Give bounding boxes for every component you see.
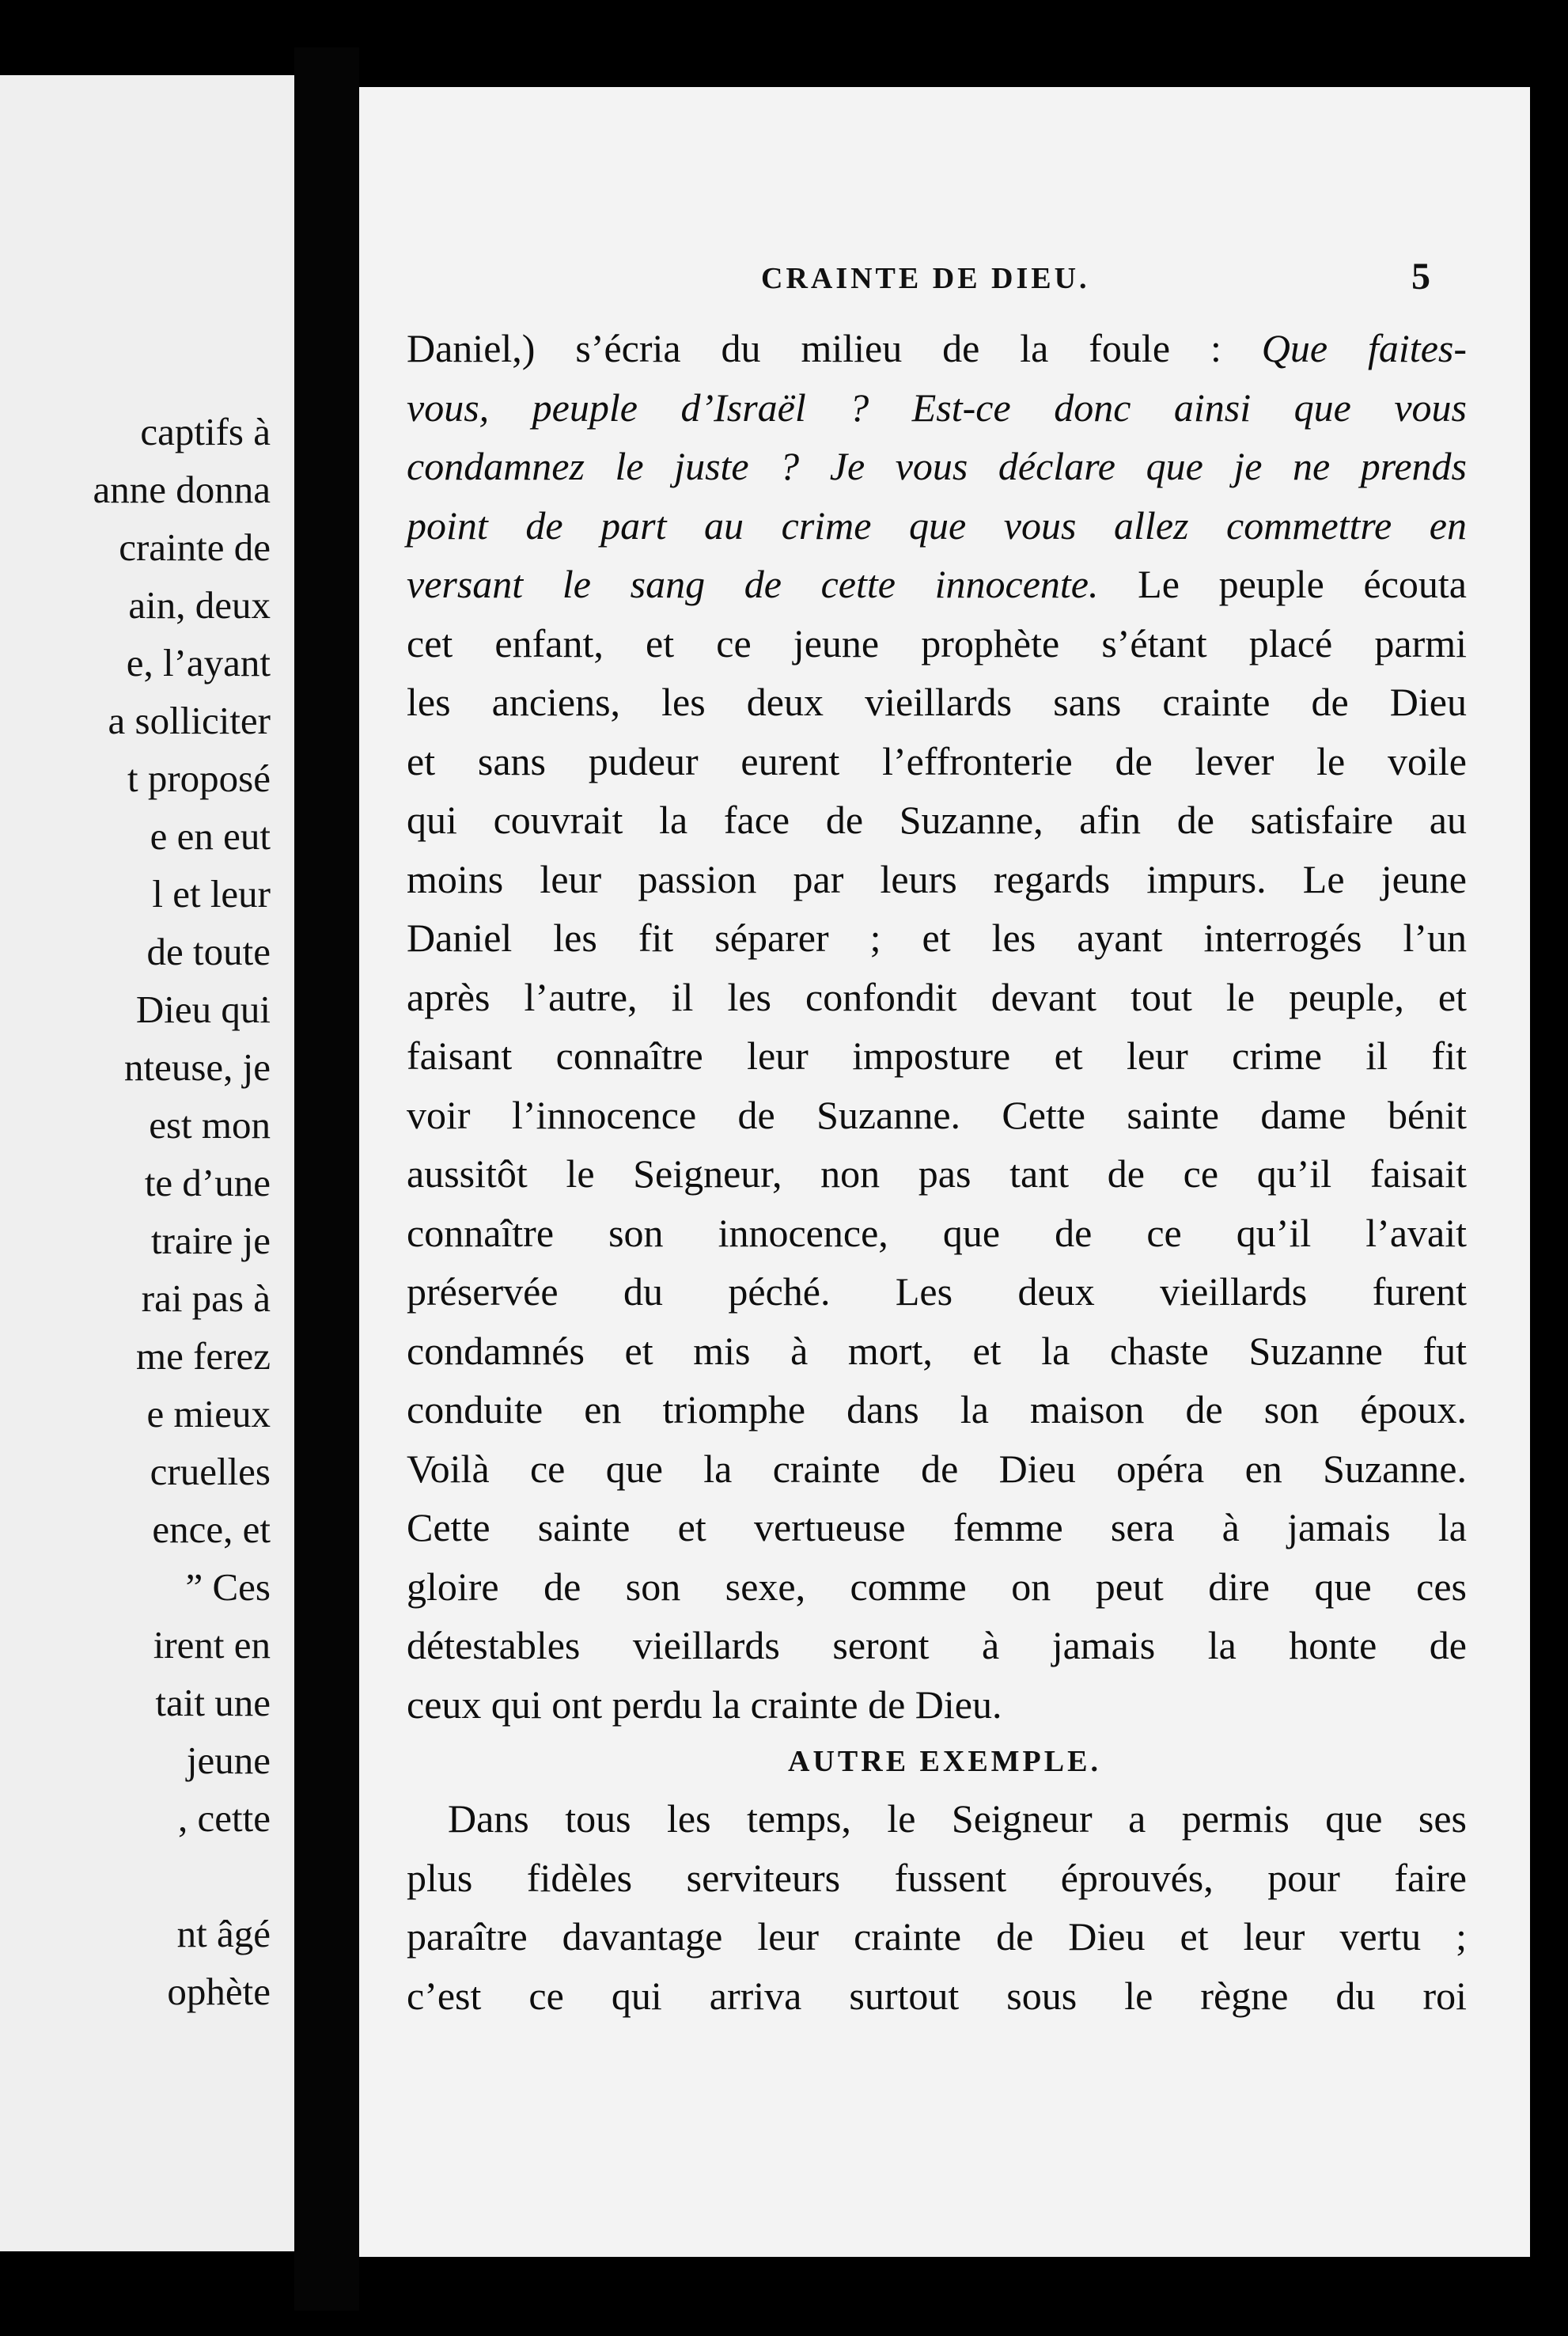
roman-text: Daniel les fit séparer ; et les ayant interrogés l’un (407, 916, 1467, 960)
roman-text: connaître son innocence, que de ce qu’il l’avait (407, 1210, 1467, 1255)
roman-text: moins leur passion par leurs regards impurs. Le jeune (407, 856, 1467, 901)
left-fragment-line: t proposé (127, 757, 271, 800)
text-line (407, 796, 1467, 844)
left-fragment-line: cruelles (150, 1450, 271, 1493)
italic-text: Que faites- (1261, 326, 1467, 370)
left-fragment-line: Dieu qui (135, 988, 271, 1031)
left-fragment-line: anne donna (93, 468, 271, 511)
left-fragment-line: captifs à (140, 410, 271, 453)
left-fragment-line: traire je (151, 1219, 271, 1262)
text-line: Dans tous les temps, le Seigneur a permis que ses (448, 1796, 1467, 1841)
text-line (407, 738, 1467, 785)
italic-text: condamnez le juste ? Je vous déclare que je ne prends (407, 444, 1467, 488)
roman-text: faisant connaître leur imposture et leur crime il fit (407, 1033, 1467, 1078)
text-line (407, 1327, 1467, 1375)
text-line (407, 1445, 1467, 1492)
left-fragment-line: jeune (186, 1739, 271, 1782)
left-page (0, 75, 294, 2251)
text-line (407, 442, 1467, 490)
left-fragment-line: crainte de (119, 525, 271, 569)
roman-text: et sans pudeur eurent l’effronterie de lever le voile (407, 738, 1467, 783)
text-line (407, 914, 1467, 961)
text-line (407, 1209, 1467, 1257)
left-fragment-line: ain, deux (128, 583, 271, 627)
left-fragment-line: rai pas à (141, 1276, 271, 1320)
roman-text: condamnés et mis à mort, et la chaste Suzanne fut (407, 1328, 1467, 1373)
text-line (407, 678, 1467, 726)
text-line: paraître davantage leur crainte de Dieu et leur vertu ; (407, 1914, 1467, 1959)
roman-text: après l’autre, il les confondit devant tout le peuple, et (407, 974, 1467, 1019)
left-fragment-line: e, l’ayant (126, 641, 271, 684)
left-fragment-line: ” Ces (185, 1565, 271, 1609)
left-fragment-line: a solliciter (108, 699, 271, 742)
italic-text: vous, peuple d’Israël ? Est-ce donc ainsi que vous (407, 385, 1467, 430)
roman-text: voir l’innocence de Suzanne. Cette sainte dame bénit (407, 1092, 1467, 1137)
roman-text: Daniel,) s’écria du milieu de la foule : (407, 326, 1262, 370)
roman-text: qui couvrait la face de Suzanne, afin de satisfaire au (407, 798, 1467, 842)
right-page (359, 87, 1530, 2257)
text-line (407, 560, 1467, 608)
left-fragment-line: , cette (178, 1796, 271, 1840)
roman-text: conduite en triomphe dans la maison de son époux. (407, 1387, 1467, 1432)
left-fragment-line: e en eut (150, 814, 271, 858)
roman-text: les anciens, les deux vieillards sans crainte de Dieu (407, 680, 1467, 724)
text-line: c’est ce qui arriva surtout sous le règne du roi (407, 1973, 1467, 2018)
text-line (407, 620, 1467, 667)
left-fragment-line: nteuse, je (123, 1045, 271, 1089)
left-fragment-line: ence, et (152, 1507, 271, 1551)
left-fragment-line: tait une (155, 1681, 271, 1724)
text-line (407, 1032, 1467, 1079)
roman-text: préservée du péché. Les deux vieillards furent (407, 1269, 1467, 1314)
italic-text: point de part au crime que vous allez commettre en (407, 502, 1467, 548)
left-fragment-line: de toute (146, 930, 271, 973)
left-fragment-line: l et leur (152, 872, 271, 916)
running-title: CRAINTE DE DIEU. (761, 262, 1090, 295)
roman-text: Voilà ce que la crainte de Dieu opéra en Suzanne. (407, 1446, 1467, 1491)
left-fragment-line: te d’une (144, 1161, 271, 1204)
left-fragment-line: irent en (153, 1623, 271, 1667)
text-line (407, 855, 1467, 903)
text-line (407, 384, 1467, 431)
roman-text: Cette sainte et vertueuse femme sera à jamais la (407, 1505, 1467, 1549)
roman-text: gloire de son sexe, comme on peut dire que ces (407, 1564, 1467, 1609)
page-number: 5 (1411, 256, 1430, 298)
left-fragment-line: ophète (167, 1970, 271, 2013)
text-line (407, 1504, 1467, 1551)
left-fragment-line: est mon (149, 1103, 271, 1147)
text-line (407, 1268, 1467, 1315)
subheading: AUTRE EXEMPLE. (788, 1745, 1101, 1778)
text-line (407, 1150, 1467, 1197)
text-line (407, 1681, 1467, 1728)
text-line (407, 324, 1467, 372)
left-fragment-line: nt âgé (176, 1912, 271, 1955)
page-header (359, 256, 1530, 309)
roman-text: détestables vieillards seront à jamais la honte de (407, 1623, 1467, 1667)
left-fragment-line: e mieux (146, 1392, 271, 1435)
text-line: plus fidèles serviteurs fussent éprouvés, pour faire (407, 1855, 1467, 1900)
roman-text: aussitôt le Seigneur, non pas tant de ce qu’il faisait (407, 1151, 1467, 1196)
roman-text: Le peuple écouta (1098, 562, 1467, 606)
roman-text: cet enfant, et ce jeune prophète s’étant placé parmi (407, 620, 1467, 666)
text-line (407, 1386, 1467, 1433)
text-line (407, 1091, 1467, 1139)
roman-text: ceux qui ont perdu la crainte de Dieu. (407, 1682, 1002, 1727)
left-fragment-line: me ferez (136, 1334, 271, 1378)
text-line (407, 502, 1467, 549)
book-gutter (294, 47, 359, 2311)
text-line (407, 1621, 1467, 1669)
text-line (407, 973, 1467, 1021)
text-line (407, 1563, 1467, 1610)
italic-text: versant le sang de cette innocente. (407, 562, 1099, 606)
